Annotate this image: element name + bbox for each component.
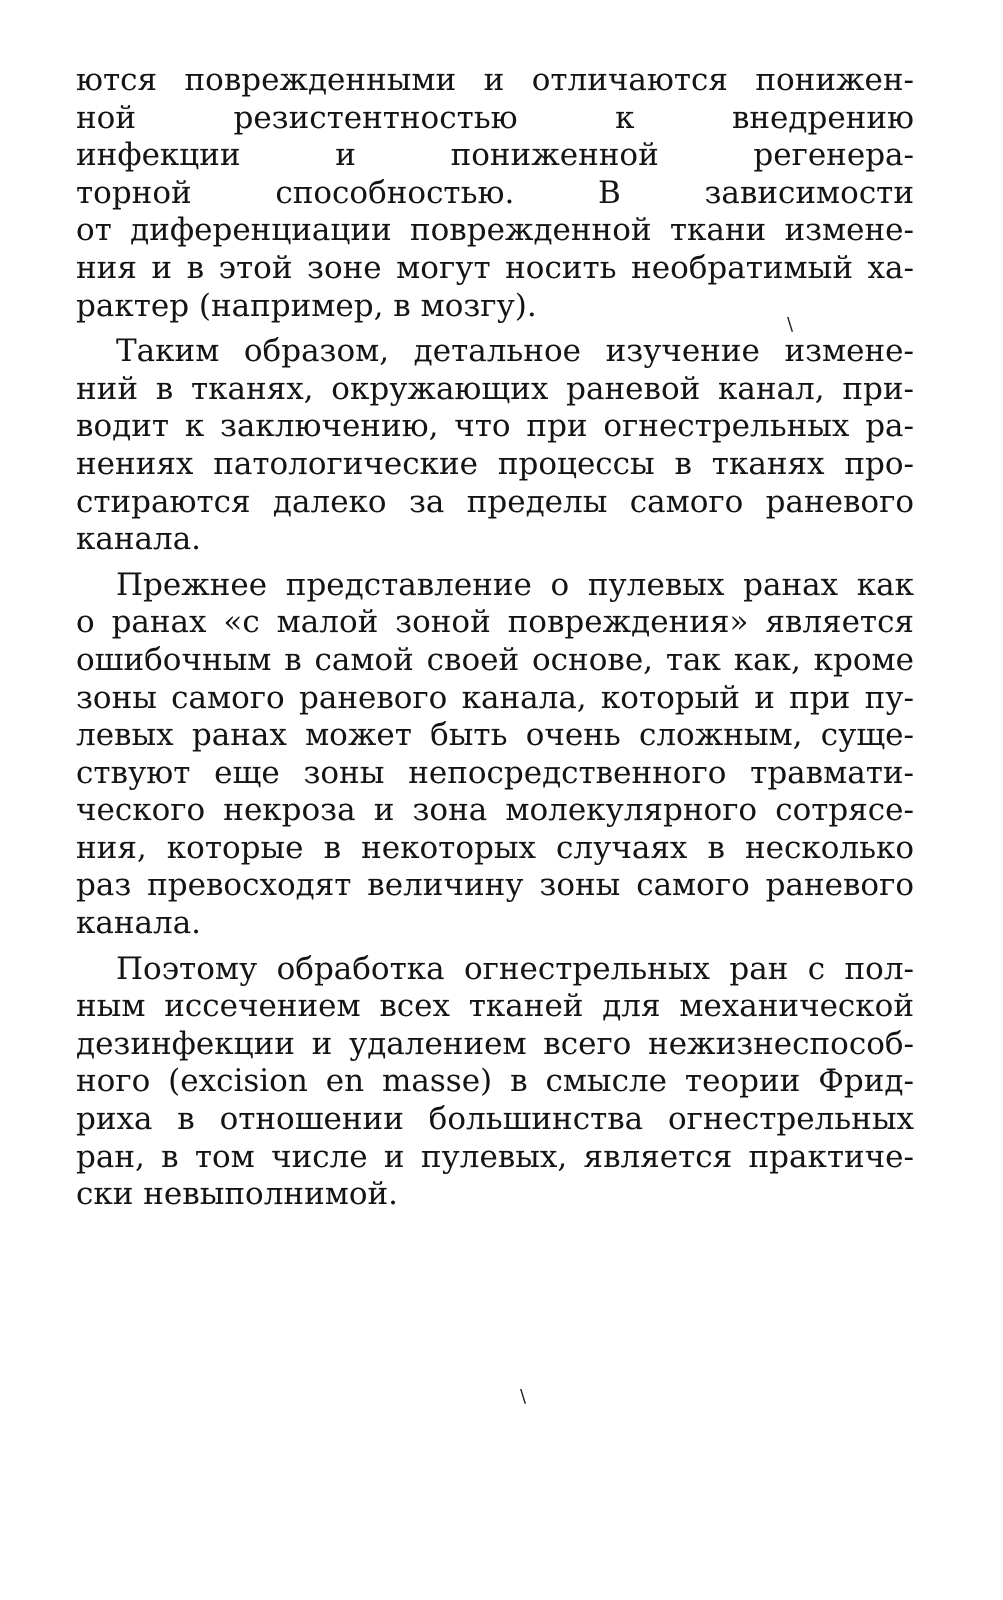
text-line: канала. bbox=[76, 521, 202, 558]
text-line: инфекции и пониженной регенера- bbox=[76, 137, 914, 174]
text-line: ния и в этой зоне могут носить необратимый ха- bbox=[76, 249, 914, 286]
text-line: Поэтому обработка огнестрельных ран с пол- bbox=[116, 950, 914, 987]
text-line: ной резистентностью к внедрению bbox=[76, 99, 914, 136]
text-line: от диференциации поврежденной ткани измене- bbox=[76, 212, 914, 249]
text-line: ний в тканях, окружающих раневой канал, при- bbox=[76, 370, 914, 407]
text-line: ствуют еще зоны непосредственного травмати- bbox=[76, 754, 914, 791]
text-line: Таким образом, детальное изучение измене- bbox=[116, 333, 914, 370]
text-line: левых ранах может быть очень сложным, суще- bbox=[76, 717, 914, 754]
text-line: дезинфекции и удалением всего нежизнеспособ- bbox=[76, 1025, 914, 1062]
text-line: рактер (например, в мозгу). bbox=[76, 287, 537, 324]
text-line: водит к заключению, что при огнестрельных ра- bbox=[76, 408, 914, 445]
text-line: раз превосходят величину зоны самого раневого bbox=[76, 867, 914, 904]
text-line: ран, в том числе и пулевых, является практиче- bbox=[76, 1138, 914, 1175]
text-line: ным иссечением всех тканей для механической bbox=[76, 988, 914, 1025]
text-line: торной способностью. В зависимости bbox=[76, 174, 914, 211]
text-line: ски невыполнимой. bbox=[76, 1176, 399, 1213]
paragraph-3 bbox=[76, 567, 914, 943]
text-line: Прежнее представление о пулевых ранах как bbox=[116, 566, 914, 603]
text-line: ного (excision en masse) в смысле теории Фрид- bbox=[76, 1063, 914, 1100]
text-line: канала. bbox=[76, 905, 202, 942]
text-line: ческого некроза и зона молекулярного сотрясе- bbox=[76, 792, 914, 829]
stray-mark: \ bbox=[520, 1386, 527, 1407]
paragraph-1 bbox=[76, 62, 914, 325]
paragraph-4 bbox=[76, 951, 914, 1214]
text-line: ошибочным в самой своей основе, так как, кроме bbox=[76, 641, 914, 678]
paragraph-2 bbox=[76, 333, 914, 559]
text-line: о ранах «с малой зоной повреждения» является bbox=[76, 604, 914, 641]
page-body bbox=[76, 62, 914, 1214]
text-line: ются поврежденными и отличаются понижен- bbox=[76, 62, 914, 98]
text-line: стираются далеко за пределы самого раневого bbox=[76, 483, 914, 520]
text-line: нениях патологические процессы в тканях про- bbox=[76, 445, 914, 482]
text-line: ния, которые в некоторых случаях в несколько bbox=[76, 829, 914, 866]
text-line: зоны самого раневого канала, который и при пу- bbox=[76, 679, 914, 716]
stray-mark: \ bbox=[787, 314, 794, 335]
text-line: риха в отношении большинства огнестрельных bbox=[76, 1101, 914, 1138]
